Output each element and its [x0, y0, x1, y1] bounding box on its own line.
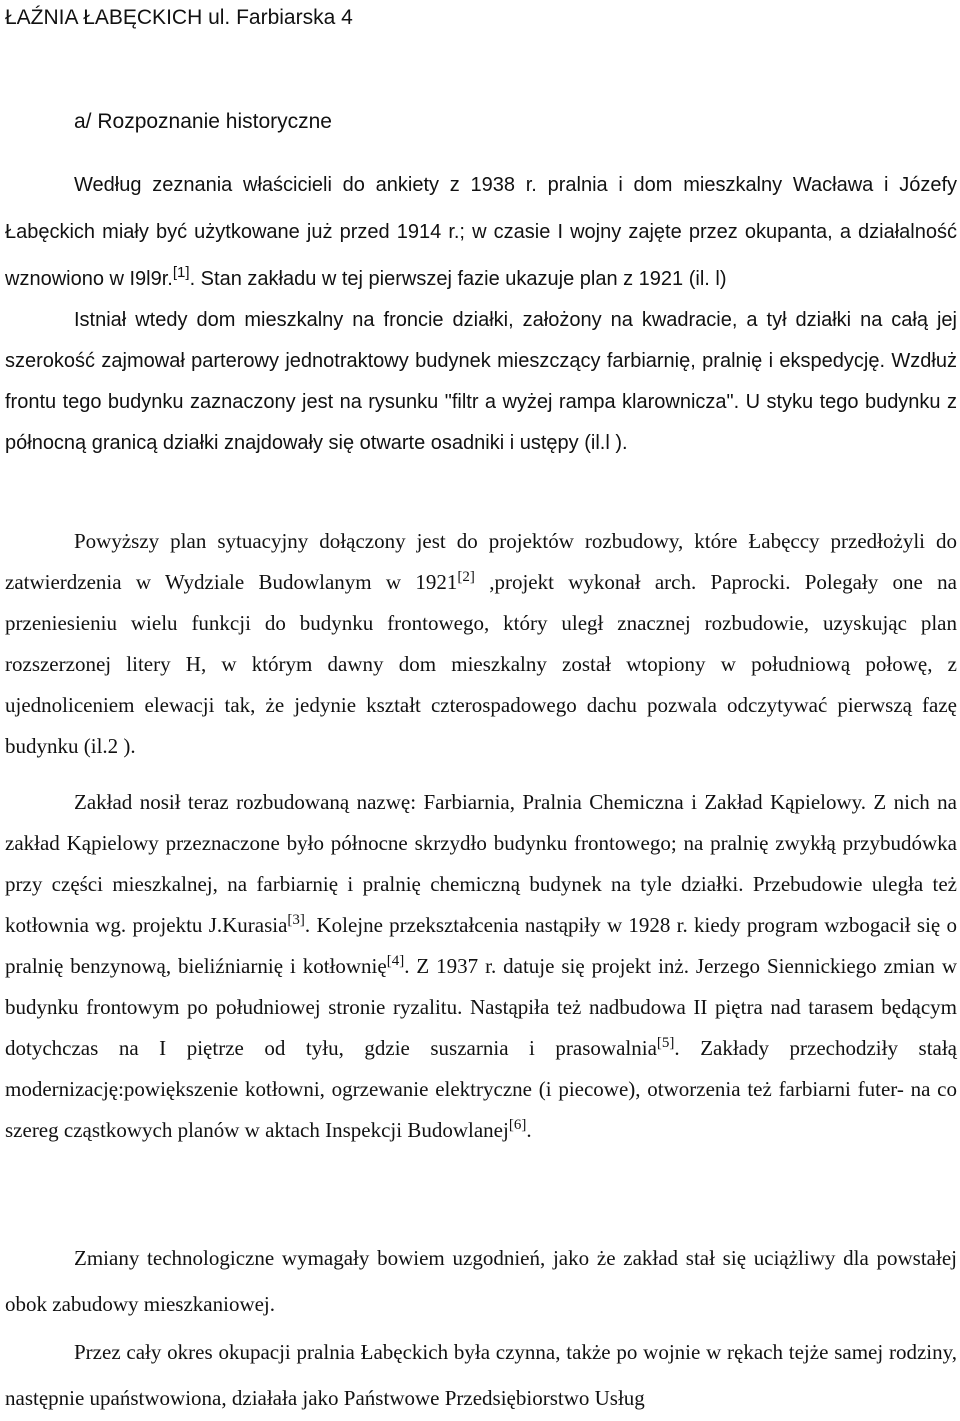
paragraph-expansion-plan	[5, 521, 957, 767]
paragraph-text: . Stan zakładu w tej pierwszej fazie ukazuje plan z 1921 (il. l)	[189, 268, 727, 290]
footnote-ref-3[interactable]: [3]	[287, 912, 305, 928]
footnote-ref-5[interactable]: [5]	[656, 1035, 675, 1051]
paragraph-text: . Z 1937 r. datuje się projekt inż. Jerzego Siennickiego zmian w budynku frontowym po południowej stronie ryzalitu. Nastąpiła też nadbudowa II piętra nad tarasem będącym dotychczas na I piętrze od tyłu, gdzie suszarnia i prasowalnia	[5, 954, 957, 1060]
footnote-ref-6[interactable]: [6]	[508, 1117, 527, 1133]
paragraph-occupation-period: Przez cały okres okupacji pralnia Łabęckich była czynna, także po wojnie w rękach tejże samej rodziny, następnie upaństwowiona, działała jako Państwowe Przedsiębiorstwo Usług	[5, 1340, 957, 1410]
paragraph-history-intro	[5, 162, 957, 303]
footnote-ref-4[interactable]: [4]	[386, 953, 405, 969]
paragraph-technology-changes: Zmiany technologiczne wymagały bowiem uzgodnień, jako że zakład stał się uciążliwy dla powstałej obok zabudowy mieszkaniowej.	[5, 1246, 957, 1316]
paragraph-text: .	[526, 1118, 532, 1142]
paragraph-plant-name	[5, 782, 957, 1151]
paragraph-text: . Kolejne przekształcenia nastąpiły w 1928 r. kiedy program wzbogacił się o pralnię benzynową, bieliźniarnię i kotłownię	[5, 913, 957, 978]
paragraph-text: Według zeznania właścicieli do ankiety z 1938 r. pralnia i dom mieszkalny Wacława i Józefy Łabęckich miały być użytkowane już przed 1914 r.; w czasie I wojny zajęte przez okupanta, a działalność wznowiono w I9l9r.	[5, 174, 957, 290]
document-title: ŁAŹNIA ŁABĘCKICH ul. Farbiarska 4	[5, 6, 353, 29]
paragraph-text: Powyższy plan sytuacyjny dołączony jest do projektów rozbudowy, które Łabęccy przedłożyli do zatwierdzenia w Wydziale Budowlanym w 1921	[5, 529, 957, 594]
footnote-ref-1[interactable]: [1]	[172, 264, 190, 281]
paragraph-first-phase: Istniał wtedy dom mieszkalny na froncie działki, założony na kwadracie, a tył działki na całą jej szerokość zajmował parterowy jednotraktowy budynek mieszczący farbiarnię, pralnię i ekspedycję. Wzdłuż frontu tego budynku zaznaczony jest na rysunku "filtr a wyżej rampa klarownicza". U styku tego budynku z północną granicą działki znajdowały się otwarte osadniki i ustępy (il.l ).	[5, 309, 957, 454]
footnote-ref-2[interactable]: [2]	[457, 569, 475, 585]
paragraph-text: Zakład nosił teraz rozbudowaną nazwę: Farbiarnia, Pralnia Chemiczna i Zakład Kąpielowy. Z nich na zakład Kąpielowy przeznaczone było północne skrzydło budynku frontowego; na pralnię zwykłą przybudówka przy części mieszkalnej, na farbiarnię i pralnię chemiczną budynek na tyle działki. Przebudowie uległa też kotłownia wg. projektu J.Kurasia	[5, 790, 957, 937]
section-heading: a/ Rozpoznanie historyczne	[74, 110, 332, 133]
paragraph-text: . Zakłady przechodziły stałą modernizację:powiększenie kotłowni, ogrzewanie elektryczne (i piecowe), otworzenia też farbiarni futer- na co szereg cząstkowych planów w aktach Inspekcji Budowlanej	[5, 1036, 958, 1142]
paragraph-text: ,projekt wykonał arch. Paprocki. Polegały one na przeniesieniu wielu funkcji do budynku frontowego, który uległ znacznej rozbudowie, uzyskując plan rozszerzonej litery H, w którym dawny dom mieszkalny został wtopiony w południową połowę, z ujednoliceniem elewacji tak, że jedynie kształt czterospadowego dachu pozwala odczytywać pierwszą fazę budynku (il.2 ).	[5, 570, 957, 758]
